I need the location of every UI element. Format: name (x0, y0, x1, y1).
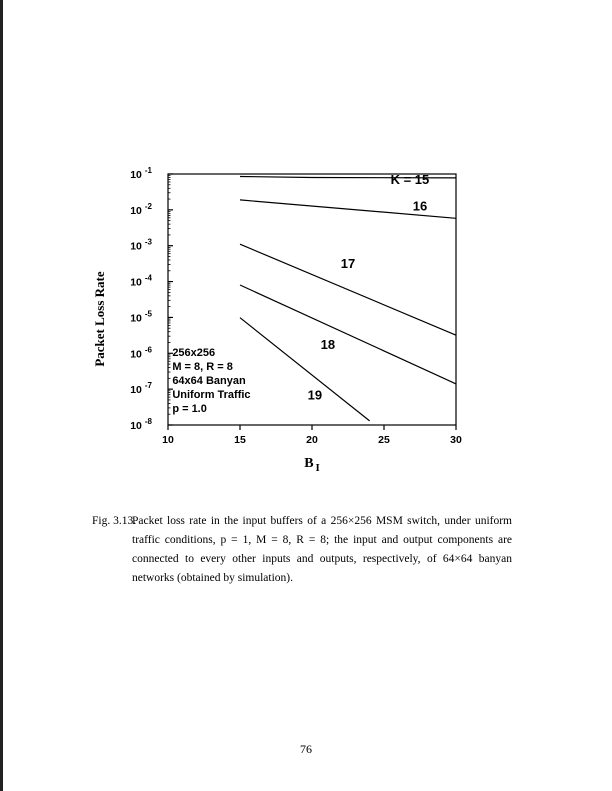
curve-label-3: 17 (340, 255, 356, 271)
y-tick-label (130, 274, 152, 289)
annotation-line: 256x256 (172, 347, 216, 359)
x-tick-label: 30 (450, 434, 462, 446)
y-tick-base: 10 (130, 384, 142, 397)
caption-number: Fig. 3.13. (92, 515, 137, 527)
annotation-line: M = 8, R = 8 (172, 361, 233, 373)
y-tick-exponent: -4 (144, 273, 152, 283)
y-tick-exponent: -2 (144, 201, 152, 211)
y-tick-label (130, 345, 152, 360)
y-tick-label (130, 417, 152, 432)
y-tick-exponent: -6 (144, 345, 152, 355)
y-tick-base: 10 (130, 204, 142, 217)
annotation-line: p = 1.0 (172, 403, 207, 415)
x-axis-label (304, 456, 320, 474)
y-tick-label (130, 309, 152, 324)
y-tick-base: 10 (130, 169, 142, 181)
series-line-5 (240, 318, 370, 421)
y-tick-base: 10 (130, 348, 142, 361)
y-tick-exponent: -8 (144, 417, 152, 426)
y-tick-exponent: -5 (144, 309, 152, 319)
x-axis-label-main: B (304, 456, 314, 471)
y-tick-exponent: -7 (144, 381, 152, 391)
annotation-line: Uniform Traffic (172, 389, 251, 401)
x-tick-label: 15 (234, 434, 246, 446)
series-line-4 (240, 285, 456, 384)
y-tick-base: 10 (130, 312, 142, 325)
annotation-line: 64x64 Banyan (172, 375, 246, 387)
curve-label-5: 19 (307, 387, 323, 403)
plot-area (130, 166, 462, 446)
curve-label-2: 16 (412, 198, 428, 214)
x-axis-label-subscript: I (315, 462, 320, 474)
x-tick-label: 10 (162, 434, 174, 446)
y-tick-exponent: -3 (144, 237, 152, 247)
y-tick-label (130, 381, 152, 396)
y-tick-base: 10 (130, 276, 142, 289)
y-tick-label (130, 166, 152, 181)
curve-label-1: K = 15 (390, 172, 430, 188)
y-tick-label (130, 202, 152, 217)
y-tick-exponent: -1 (144, 166, 152, 175)
y-tick-base: 10 (130, 240, 142, 253)
page-number: 76 (300, 742, 312, 756)
curve-label-4: 18 (320, 337, 336, 353)
y-tick-base: 10 (130, 420, 142, 432)
x-tick-label: 25 (378, 434, 390, 446)
caption-text: Packet loss rate in the input buffers of a 256×256 MSM switch, under uniform traffic conditions, p = 1, M = 8, R = 8; the input and output components are connected to every other inputs and outputs, respectively, of 64×64 banyan networks (obtained by simulation). (132, 515, 512, 584)
y-axis-label: Packet Loss Rate (92, 271, 107, 367)
x-tick-label: 20 (306, 434, 318, 446)
y-tick-label (130, 238, 152, 253)
figure-caption (92, 512, 512, 588)
